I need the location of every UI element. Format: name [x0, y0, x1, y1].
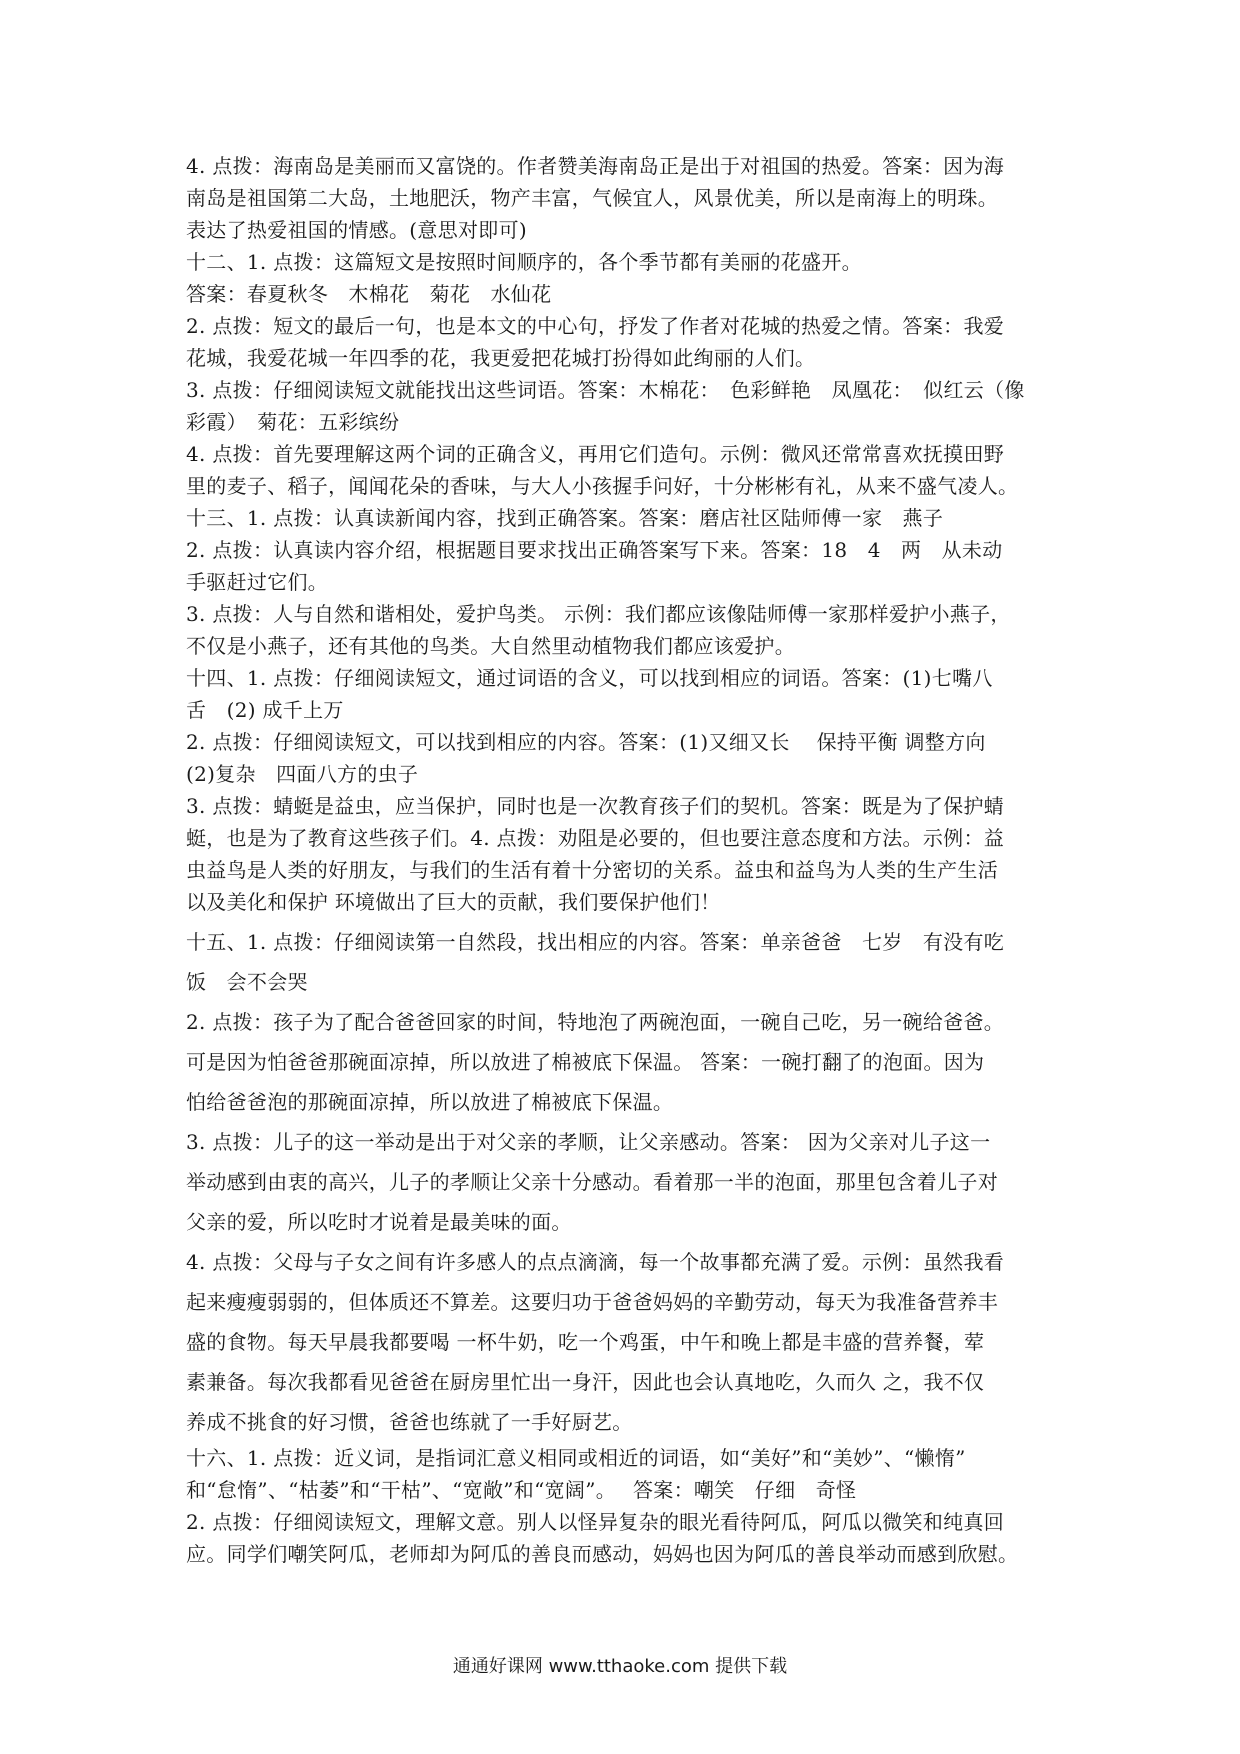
- text-line: 3. 点拨：人与自然和谐相处，爱护鸟类。 示例：我们都应该像陆师傅一家那样爱护小燕子，: [186, 602, 1011, 626]
- text-line: 起来瘦瘦弱弱的，但体质还不算差。这要归功于爸爸妈妈的辛勤劳动，每天为我准备营养丰: [186, 1290, 998, 1314]
- text-line: 和“怠惰”、“枯萎”和“干枯”、“宽敞”和“宽阔”。 答案：嘲笑 仔细 奇怪: [186, 1478, 857, 1502]
- text-line: 养成不挑食的好习惯，爸爸也练就了一手好厨艺。: [186, 1410, 633, 1434]
- text-line: 4. 点拨：父母与子女之间有许多感人的点点滴滴，每一个故事都充满了爱。示例：虽然我看: [186, 1250, 1005, 1274]
- text-line: 4. 点拨：首先要理解这两个词的正确含义，再用它们造句。示例：微风还常常喜欢抚摸田野: [186, 442, 1005, 466]
- text-line: 举动感到由衷的高兴，儿子的孝顺让父亲十分感动。看着那一半的泡面，那里包含着儿子对: [186, 1170, 998, 1194]
- text-line: 2. 点拨：认真读内容介绍，根据题目要求找出正确答案写下来。答案：18 4 两 从未动: [186, 538, 1003, 562]
- text-line: 彩霞） 菊花：五彩缤纷: [186, 410, 400, 434]
- text-line: 4. 点拨：海南岛是美丽而又富饶的。作者赞美海南岛正是出于对祖国的热爱。答案：因为海: [186, 154, 1005, 178]
- answer-text-body: [186, 150, 1058, 1570]
- text-line: 不仅是小燕子，还有其他的鸟类。大自然里动植物我们都应该爱护。: [186, 634, 795, 658]
- text-line: 怕给爸爸泡的那碗面凉掉，所以放进了棉被底下保温。: [186, 1090, 674, 1114]
- text-line: 十三、1. 点拨：认真读新闻内容，找到正确答案。答案：磨店社区陆师傅一家 燕子: [186, 506, 944, 530]
- text-line: 素兼备。每次我都看见爸爸在厨房里忙出一身汗，因此也会认真地吃，久而久 之，我不仅: [186, 1370, 985, 1394]
- text-line: 里的麦子、稻子，闻闻花朵的香味，与大人小孩握手问好，十分彬彬有礼，从来不盛气凌人。: [186, 474, 1019, 498]
- text-line: 2. 点拨：仔细阅读短文，可以找到相应的内容。答案：(1)又细又长 保持平衡 调整方向: [186, 730, 986, 754]
- text-line: 十六、1. 点拨：近义词，是指词汇意义相同或相近的词语，如“美好”和“美妙”、“懒惰”: [186, 1446, 966, 1470]
- text-line: 可是因为怕爸爸那碗面凉掉，所以放进了棉被底下保温。 答案：一碗打翻了的泡面。因为: [186, 1050, 985, 1074]
- text-line: 2. 点拨：孩子为了配合爸爸回家的时间，特地泡了两碗泡面，一碗自己吃，另一碗给爸爸。: [186, 1010, 1005, 1034]
- text-line: 父亲的爱，所以吃时才说着是最美味的面。: [186, 1210, 572, 1234]
- text-line: 虫益鸟是人类的好朋友，与我们的生活有着十分密切的关系。益虫和益鸟为人类的生产生活: [186, 858, 998, 882]
- text-line: 舌 (2) 成千上万: [186, 698, 344, 722]
- answer-block-1: [186, 150, 1058, 918]
- text-line: 2. 点拨：仔细阅读短文，理解文意。别人以怪异复杂的眼光看待阿瓜，阿瓜以微笑和纯真回: [186, 1510, 1005, 1534]
- text-line: 盛的食物。每天早晨我都要喝 一杯牛奶，吃一个鸡蛋，中午和晚上都是丰盛的营养餐，荤: [186, 1330, 985, 1354]
- text-line: (2)复杂 四面八方的虫子: [186, 762, 419, 786]
- text-line: 2. 点拨：短文的最后一句，也是本文的中心句，抒发了作者对花城的热爱之情。答案：我爱: [186, 314, 1005, 338]
- text-line: 3. 点拨：蜻蜓是益虫，应当保护，同时也是一次教育孩子们的契机。答案：既是为了保护蜻: [186, 794, 1005, 818]
- text-line: 答案：春夏秋冬 木棉花 菊花 水仙花: [186, 282, 552, 306]
- answer-block-3: [186, 1442, 1058, 1570]
- answer-block-2: [186, 922, 1058, 1442]
- text-line: 蜓，也是为了教育这些孩子们。4. 点拨：劝阻是必要的，但也要注意态度和方法。示例：益: [186, 826, 1005, 850]
- page-footer: 通通好课网 www.tthaoke.com 提供下载: [452, 1656, 788, 1677]
- text-line: 3. 点拨：仔细阅读短文就能找出这些词语。答案：木棉花： 色彩鲜艳 凤凰花： 似红云（像: [186, 378, 1025, 402]
- text-line: 南岛是祖国第二大岛，土地肥沃，物产丰富，气候宜人，风景优美，所以是南海上的明珠。: [186, 186, 998, 210]
- text-line: 十二、1. 点拨：这篇短文是按照时间顺序的，各个季节都有美丽的花盛开。: [186, 250, 862, 274]
- text-line: 十五、1. 点拨：仔细阅读第一自然段，找出相应的内容。答案：单亲爸爸 七岁 有没有吃: [186, 930, 1005, 954]
- text-line: 饭 会不会哭: [186, 970, 308, 994]
- text-line: 以及美化和保护 环境做出了巨大的贡献，我们要保护他们！: [186, 890, 721, 914]
- text-line: 十四、1. 点拨：仔细阅读短文，通过词语的含义，可以找到相应的词语。答案：(1)七嘴八: [186, 666, 993, 690]
- text-line: 应。同学们嘲笑阿瓜，老师却为阿瓜的善良而感动，妈妈也因为阿瓜的善良举动而感到欣慰。: [186, 1542, 1019, 1566]
- text-line: 表达了热爱祖国的情感。(意思对即可): [186, 218, 528, 242]
- text-line: 手驱赶过它们。: [186, 570, 329, 594]
- text-line: 3. 点拨：儿子的这一举动是出于对父亲的孝顺，让父亲感动。答案： 因为父亲对儿子这一: [186, 1130, 991, 1154]
- text-line: 花城，我爱花城一年四季的花，我更爱把花城打扮得如此绚丽的人们。: [186, 346, 816, 370]
